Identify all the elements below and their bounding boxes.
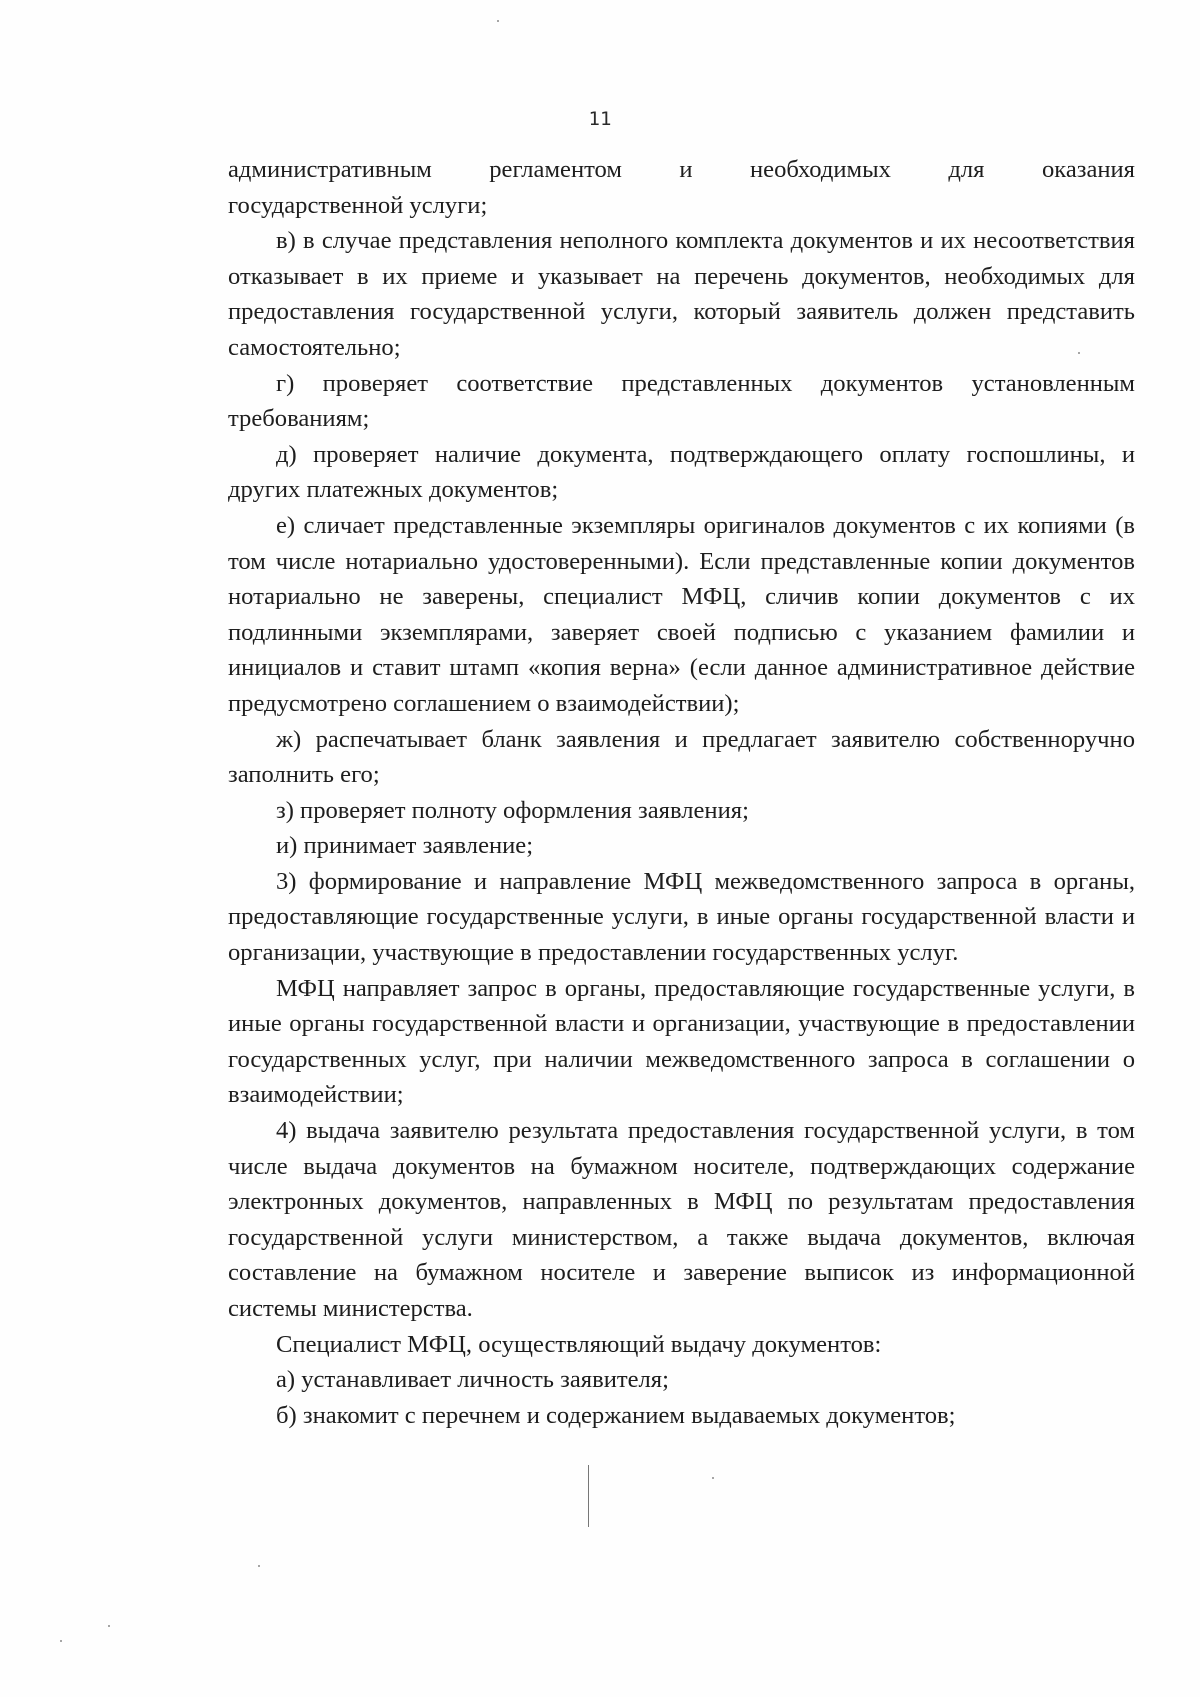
paragraph-item-v: в) в случае представления неполного комплекта документов и их несоответствия отказывает в их приеме и указывает на перечень документов, необходимых для предоставления государственной услуги, который заявитель должен представить самостоятельно; [228,227,1135,361]
paragraph-item-b: б) знакомит с перечнем и содержанием выдаваемых документов; [276,1401,956,1429]
paragraph-item-e: е) сличает представленные экземпляры оригиналов документов с их копиями (в том числе нотариально удостоверенными). Если представленные копии документов нотариально не заверены, специалист МФЦ, сличив копии документов с их подлинными экземплярами, заверяет своей подписью с указанием фамилии и инициалов и ставит штамп «копия верна» (если данное административное действие предусмотрено соглашением о взаимодействии); [228,511,1135,717]
scan-artifact-dot [497,20,499,22]
paragraph-specialist-intro: Специалист МФЦ, осуществляющий выдачу документов: [276,1330,882,1358]
paragraph-item-i: и) принимает заявление; [276,832,534,860]
paragraph-item-d: д) проверяет наличие документа, подтверждающего оплату госпошлины, и других платежных документов; [228,440,1135,504]
document-body [228,152,1135,1433]
scan-artifact-dot [258,1565,260,1567]
paragraph-item-zh: ж) распечатывает бланк заявления и предлагает заявителю собственноручно заполнить его; [228,725,1135,789]
scan-artifact-dot [712,1477,714,1479]
scan-artifact-line [588,1465,589,1527]
scan-artifact-dot [60,1640,62,1642]
scan-artifact-dot [1078,352,1080,354]
paragraph-item-g: г) проверяет соответствие представленных документов установленным требованиям; [228,369,1135,433]
paragraph-continuation-end: государственной услуги; [228,191,488,219]
page-number: 11 [588,108,612,130]
paragraph-mfc-request: МФЦ направляет запрос в органы, предоставляющие государственные услуги, в иные органы государственной власти и организации, участвующие в предоставлении государственных услуг, при наличии межведомственного запроса в соглашении о взаимодействии; [228,974,1135,1109]
paragraph-item-a: а) устанавливает личность заявителя; [276,1366,669,1394]
paragraph-item-3: 3) формирование и направление МФЦ межведомственного запроса в органы, предоставляющие государственные услуги, в иные органы государственной власти и организации, участвующие в предоставлении государственных услуг. [228,867,1135,967]
paragraph-item-4: 4) выдача заявителю результата предоставления государственной услуги, в том числе выдача документов на бумажном носителе, подтверждающих содержание электронных документов, направленных в МФЦ по результатам предоставления государственной услуги министерством, а также выдача документов, включая составление на бумажном носителе и заверение выписок из информационной системы министерства. [228,1117,1135,1322]
scan-artifact-dot [108,1625,110,1627]
paragraph-continuation: административным регламентом и необходимых для оказания [228,156,1135,183]
paragraph-item-z: з) проверяет полноту оформления заявления; [276,796,749,824]
